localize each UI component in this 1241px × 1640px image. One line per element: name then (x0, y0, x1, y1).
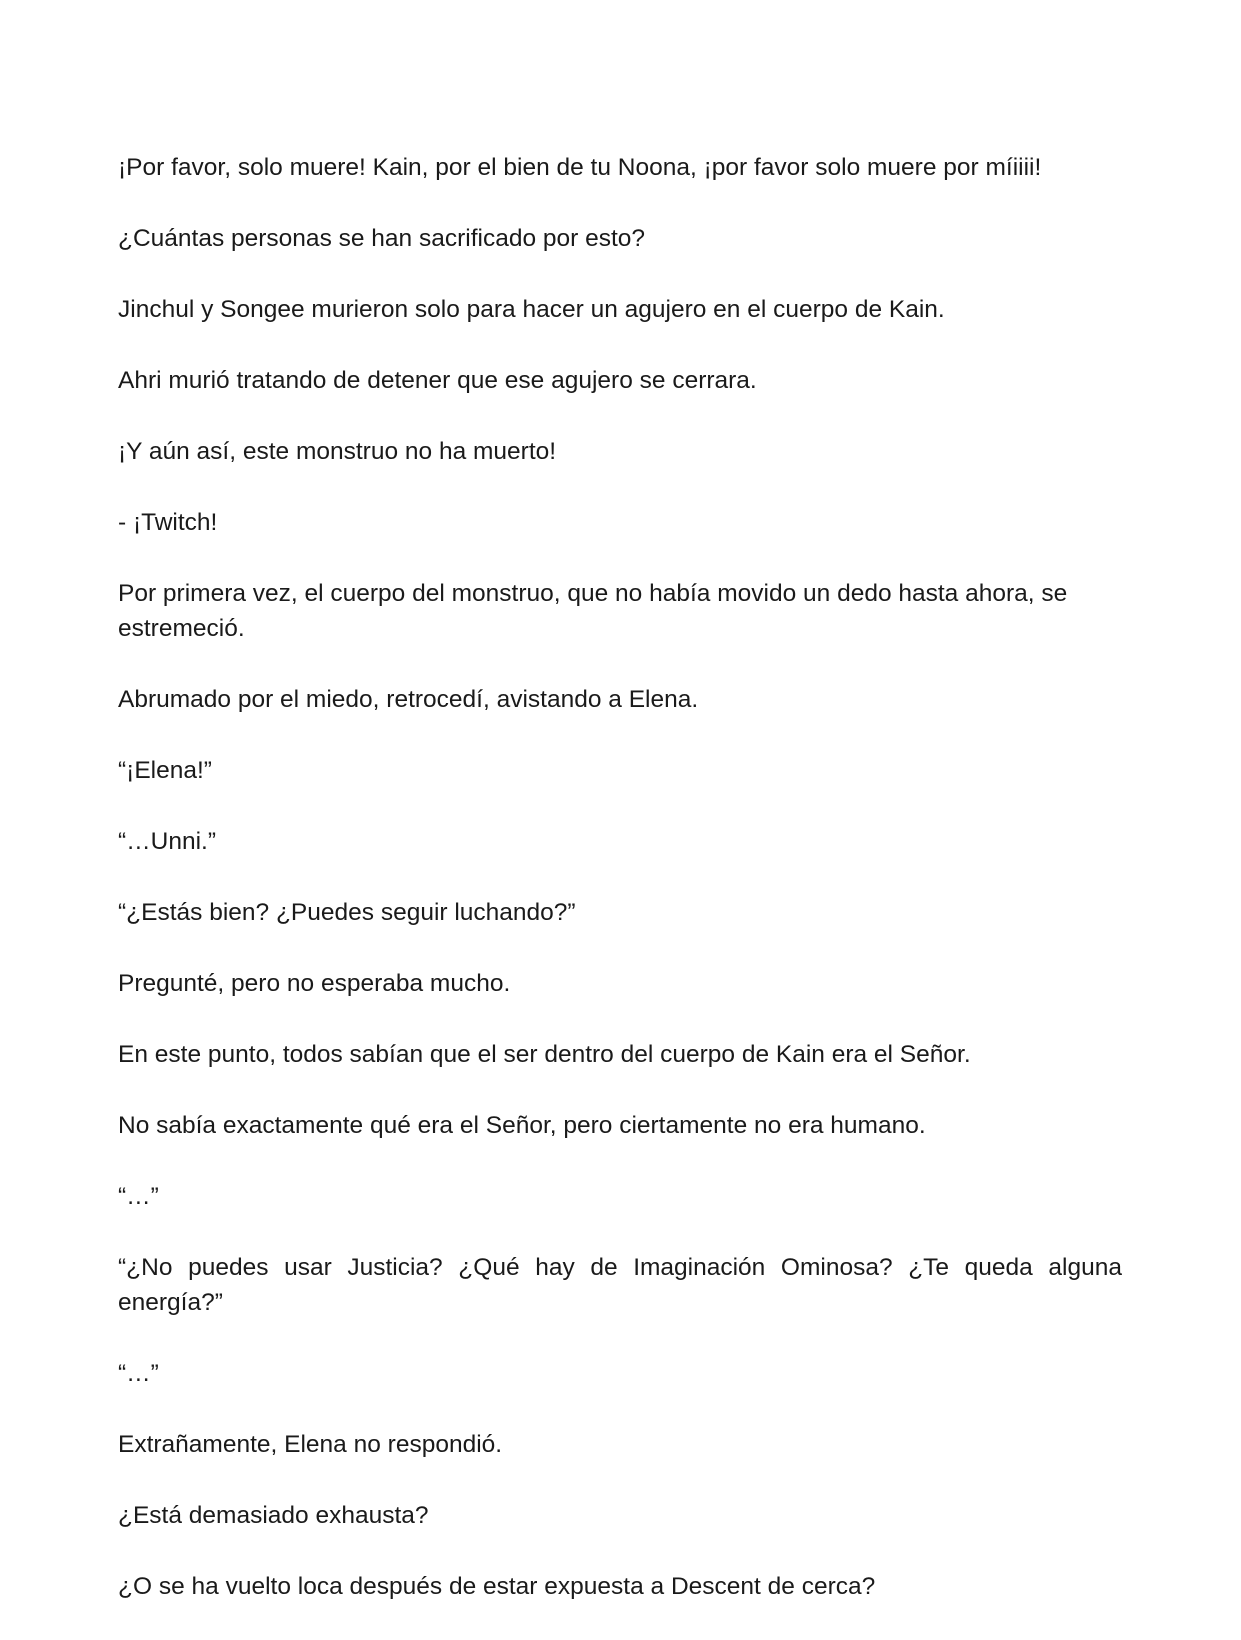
paragraph-19: ¿Está demasiado exhausta? (118, 1502, 429, 1529)
paragraph-10: “…Unni.” (118, 828, 217, 855)
paragraph-7: Por primera vez, el cuerpo del monstruo, que no había movido un dedo hasta ahora, se estremeció. (118, 580, 1068, 642)
paragraph-20: ¿O se ha vuelto loca después de estar expuesta a Descent de cerca? (118, 1573, 876, 1600)
paragraph-15: “…” (118, 1183, 159, 1210)
paragraph-3: Jinchul y Songee murieron solo para hacer un agujero en el cuerpo de Kain. (118, 296, 945, 323)
paragraph-14: No sabía exactamente qué era el Señor, pero ciertamente no era humano. (118, 1112, 926, 1139)
paragraph-17: “…” (118, 1360, 159, 1387)
paragraph-6: - ¡Twitch! (118, 509, 218, 536)
document-body (118, 150, 1122, 1640)
paragraph-16: “¿No puedes usar Justicia? ¿Qué hay de Imaginación Ominosa? ¿Te queda alguna energía?” (118, 1254, 1122, 1316)
paragraph-5: ¡Y aún así, este monstruo no ha muerto! (118, 438, 557, 465)
paragraph-18: Extrañamente, Elena no respondió. (118, 1431, 503, 1458)
paragraph-1: ¡Por favor, solo muere! Kain, por el bien de tu Noona, ¡por favor solo muere por míiiii! (118, 154, 1042, 181)
paragraph-13: En este punto, todos sabían que el ser dentro del cuerpo de Kain era el Señor. (118, 1041, 971, 1068)
paragraph-4: Ahri murió tratando de detener que ese agujero se cerrara. (118, 367, 757, 394)
paragraph-9: “¡Elena!” (118, 757, 212, 784)
paragraph-12: Pregunté, pero no esperaba mucho. (118, 970, 511, 997)
paragraph-2: ¿Cuántas personas se han sacrificado por esto? (118, 225, 646, 252)
paragraph-8: Abrumado por el miedo, retrocedí, avistando a Elena. (118, 686, 699, 713)
paragraph-11: “¿Estás bien? ¿Puedes seguir luchando?” (118, 899, 576, 926)
